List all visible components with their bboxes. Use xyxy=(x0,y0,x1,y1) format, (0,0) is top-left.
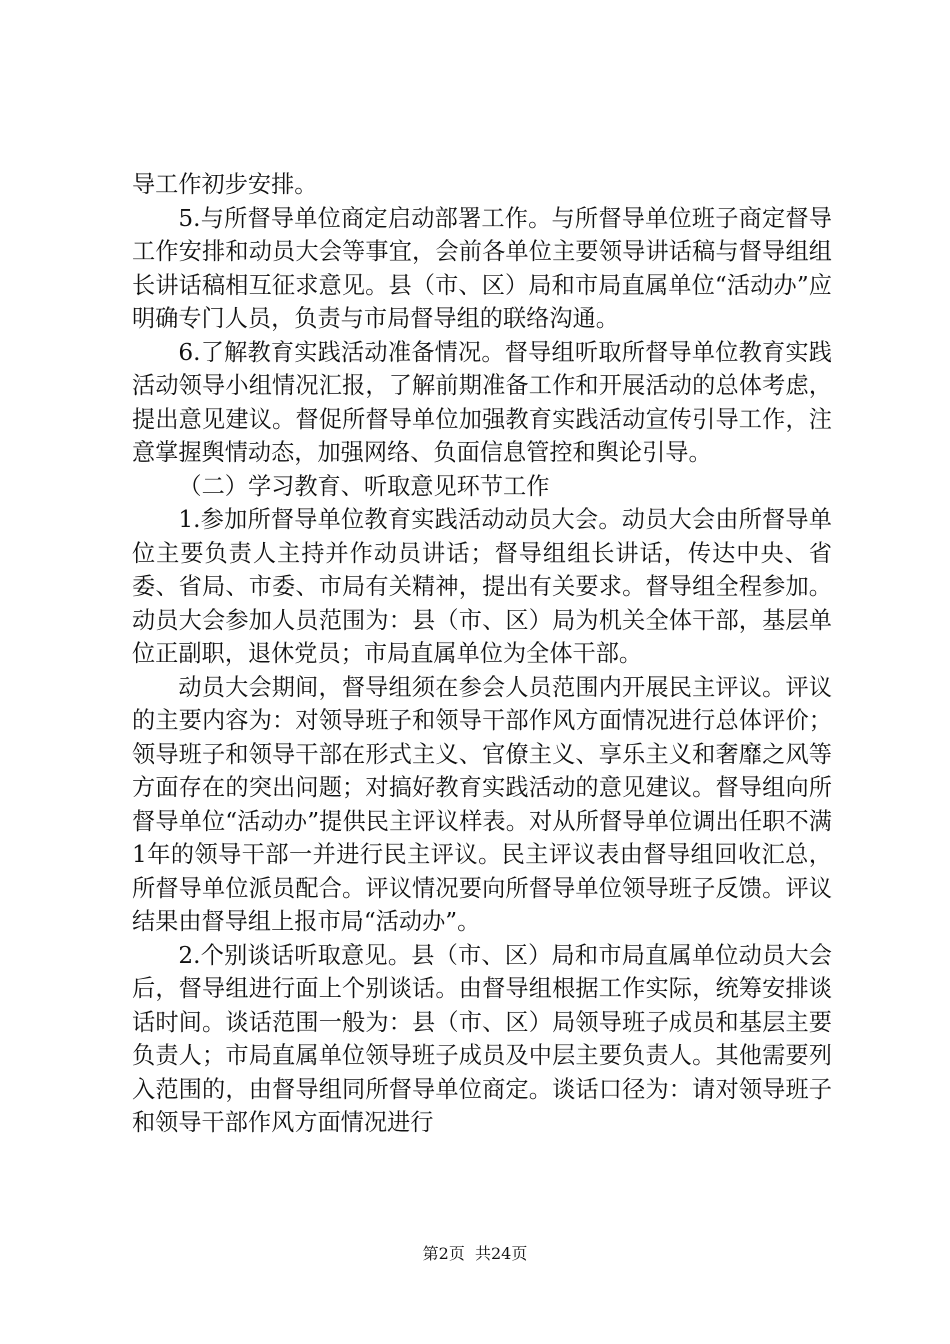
paragraph-item-2: 2.个别谈话听取意见。县（市、区）局和市局直属单位动员大会后，督导组进行面上个别谈话。由督导组根据工作实际，统筹安排谈话时间。谈话范围一般为：县（市、区）局领导班子成员和基层主要负责人；市局直属单位领导班子成员及中层主要负责人。其他需要列入范围的，由督导组同所督导单位商定。谈话口径为：请对领导班子和领导干部作风方面情况进行 xyxy=(132,941,832,1136)
paragraph-democratic-review: 动员大会期间，督导组须在参会人员范围内开展民主评议。评议的主要内容为：对领导班子和领导干部作风方面情况进行总体评价；领导班子和领导干部在形式主义、官僚主义、享乐主义和奢靡之风等方面存在的突出问题；对搞好教育实践活动的意见建议。督导组向所督导单位“活动办”提供民主评议样表。对从所督导单位调出任职不满1年的领导干部一并进行民主评议。民主评议表由督导组回收汇总，所督导单位派员配合。评议情况要向所督导单位领导班子反馈。评议结果由督导组上报市局“活动办”。 xyxy=(132,673,832,935)
document-body xyxy=(132,168,832,1140)
paragraph-item-1: 1.参加所督导单位教育实践活动动员大会。动员大会由所督导单位主要负责人主持并作动员讲话；督导组组长讲话，传达中央、省委、省局、市委、市局有关精神，提出有关要求。督导组全程参加。动员大会参加人员范围为：县（市、区）局为机关全体干部，基层单位正副职，退休党员；市局直属单位为全体干部。 xyxy=(132,506,832,667)
paragraph-item-5: 5.与所督导单位商定启动部署工作。与所督导单位班子商定督导工作安排和动员大会等事宜，会前各单位主要领导讲话稿与督导组组长讲话稿相互征求意见。县（市、区）局和市局直属单位“活动办”应明确专门人员，负责与市局督导组的联络沟通。 xyxy=(132,204,832,332)
paragraph-continuation: 导工作初步安排。 xyxy=(132,171,318,198)
paragraph-item-6: 6.了解教育实践活动准备情况。督导组听取所督导单位教育实践活动领导小组情况汇报，了解前期准备工作和开展活动的总体考虑，提出意见建议。督促所督导单位加强教育实践活动宣传引导工作，注意掌握舆情动态，加强网络、负面信息管控和舆论引导。 xyxy=(132,338,832,466)
page-footer xyxy=(0,1244,950,1264)
section-heading: （二）学习教育、听取意见环节工作 xyxy=(178,472,550,500)
page-number: 第2页 共24页 xyxy=(422,1244,528,1263)
